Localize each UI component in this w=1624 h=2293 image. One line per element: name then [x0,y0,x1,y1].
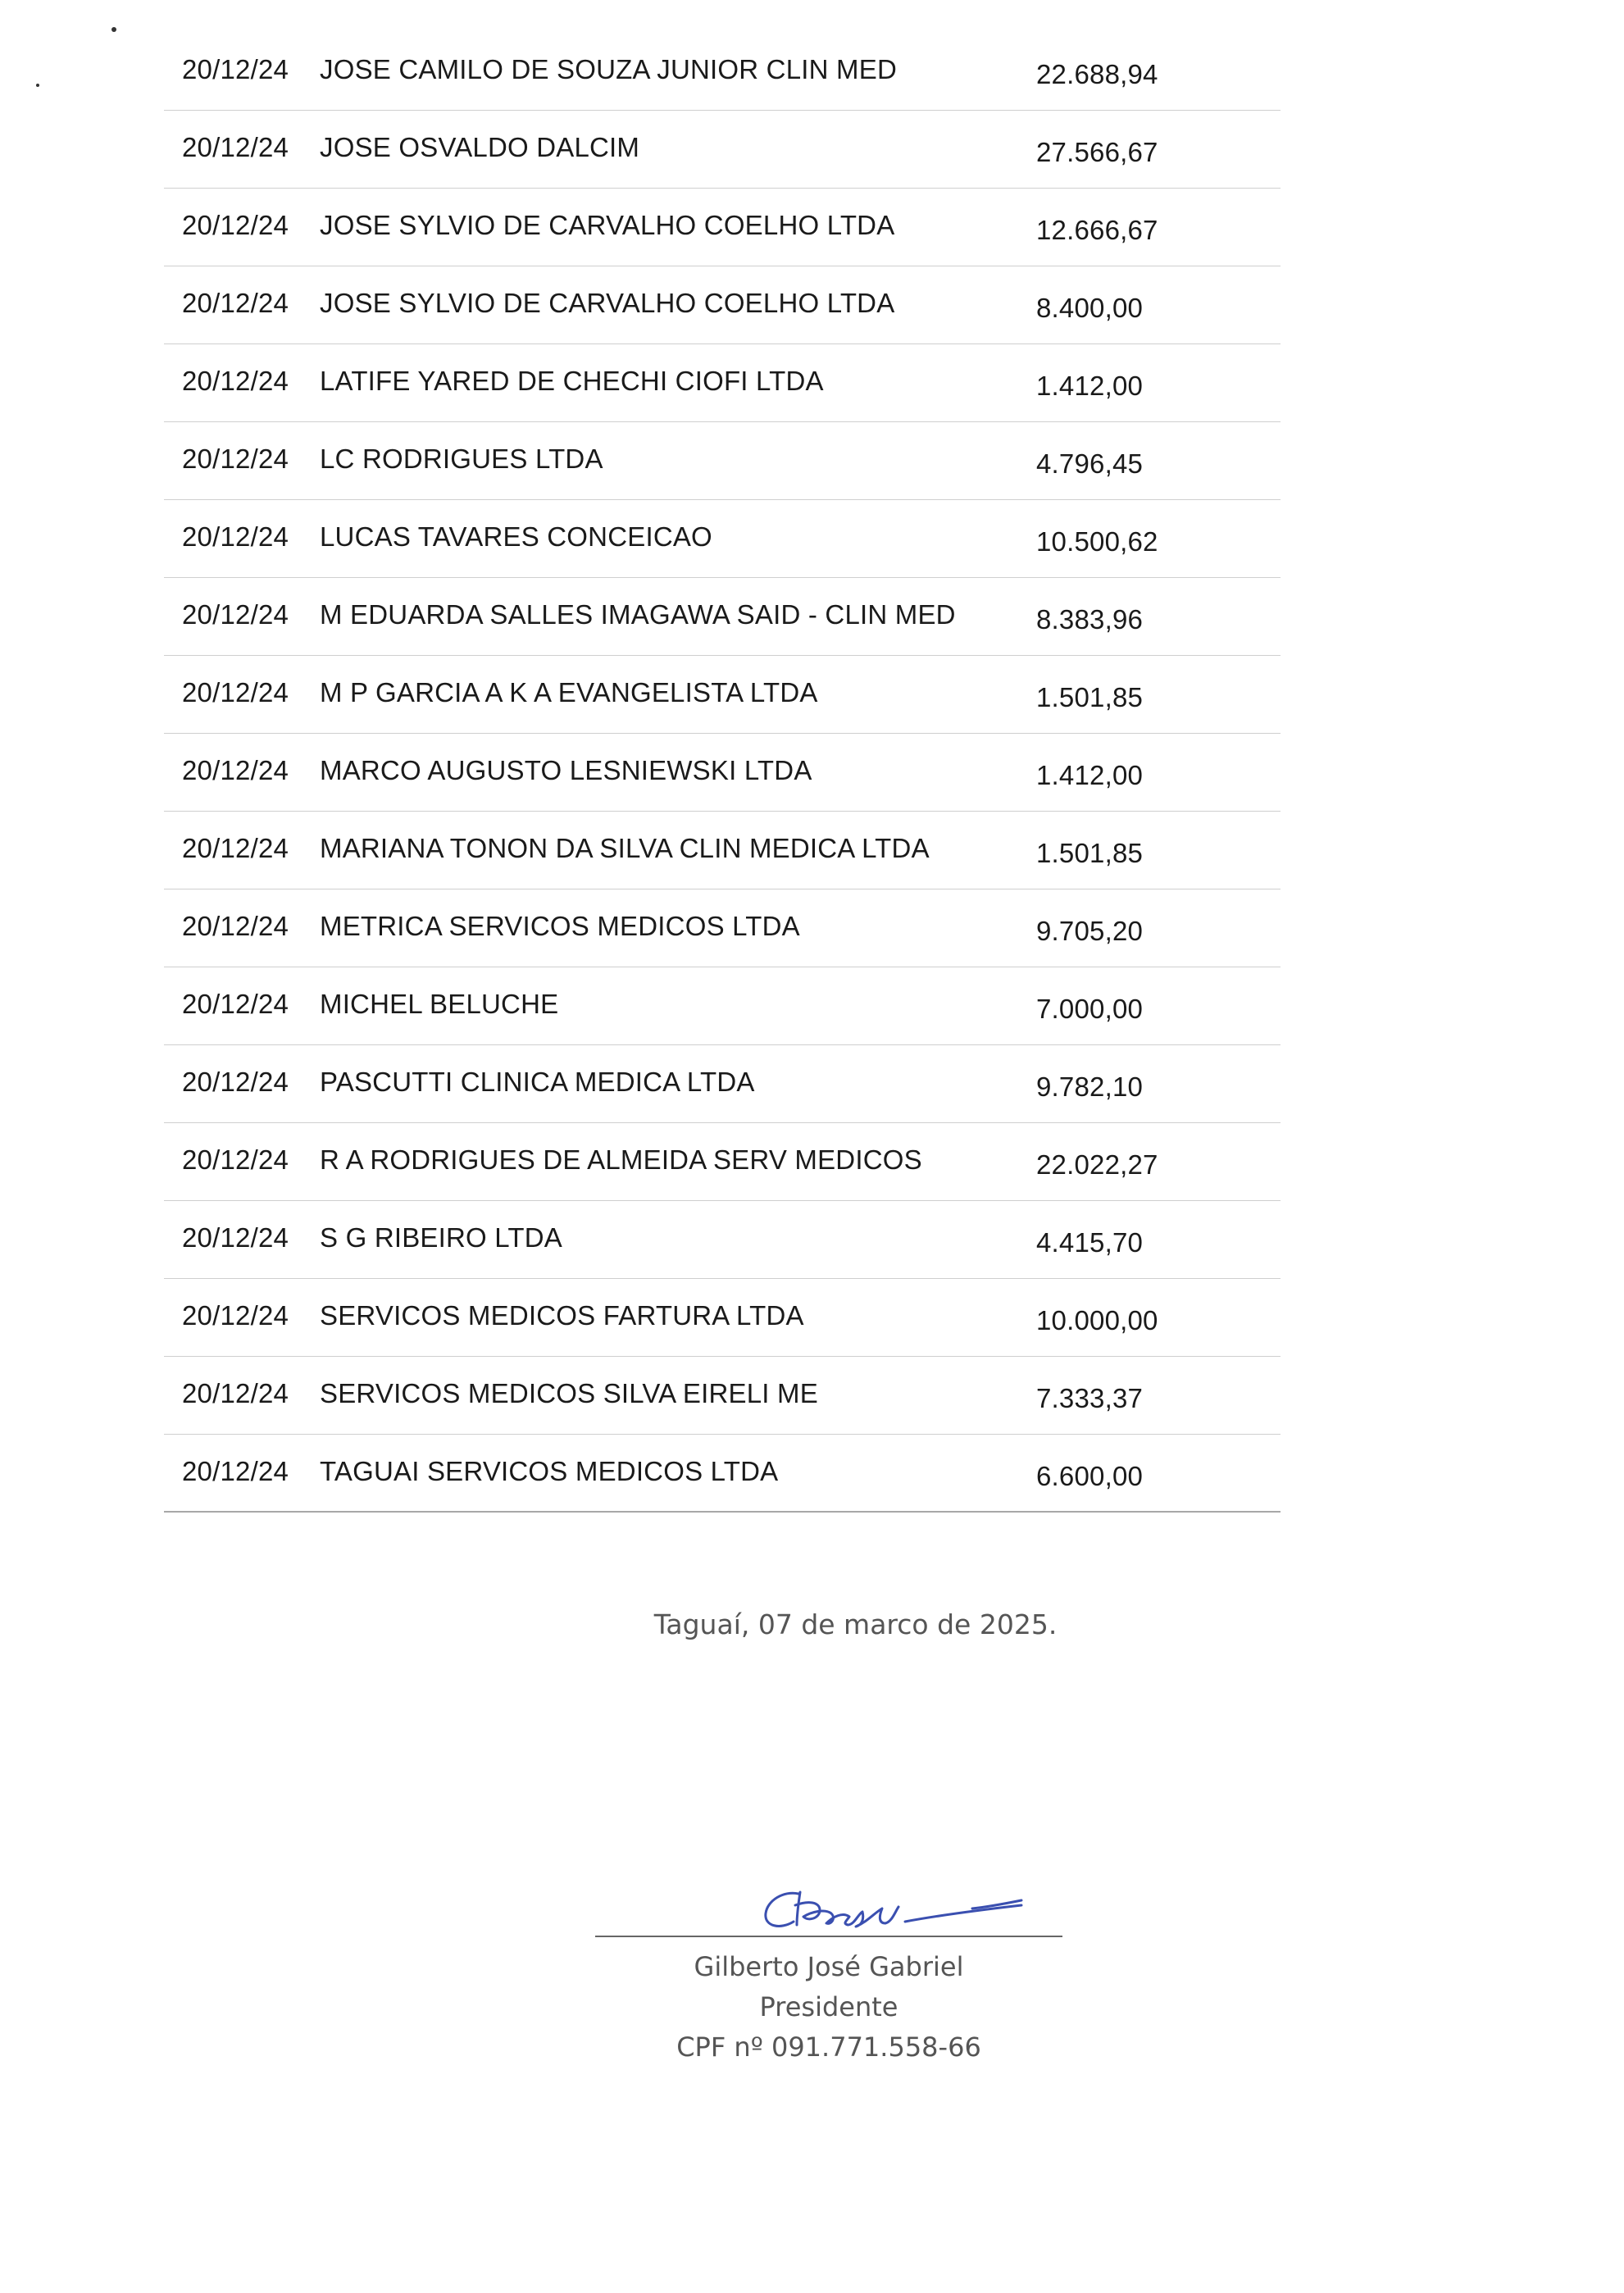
amount-cell: 7.333,37 [1036,1383,1144,1413]
place-date: Taguaí, 07 de marco de 2025. [653,1608,1058,1640]
amount-cell: 9.782,10 [1036,1071,1144,1102]
table-row [164,889,1281,967]
table-row [164,1045,1281,1123]
name-cell: R A RODRIGUES DE ALMEIDA SERV MEDICOS [320,1144,922,1175]
table-row [164,734,1281,812]
date-cell: 20/12/24 [182,521,289,552]
signer-role: Presidente [759,1991,898,2022]
amount-cell: 8.383,96 [1036,604,1144,635]
date-cell: 20/12/24 [182,677,289,707]
table-row [164,1435,1281,1513]
amount-cell: 22.688,94 [1036,59,1158,89]
date-cell: 20/12/24 [182,288,289,318]
name-cell: LC RODRIGUES LTDA [320,444,603,474]
date-cell: 20/12/24 [182,1378,289,1408]
name-cell: SERVICOS MEDICOS FARTURA LTDA [320,1300,804,1331]
name-cell: M P GARCIA A K A EVANGELISTA LTDA [320,677,818,707]
date-cell: 20/12/24 [182,755,289,785]
table-row [164,266,1281,344]
table-row [164,422,1281,500]
table-row [164,500,1281,578]
amount-cell: 4.796,45 [1036,448,1144,479]
amount-cell: 27.566,67 [1036,137,1158,167]
name-cell: MICHEL BELUCHE [320,989,559,1019]
date-cell: 20/12/24 [182,54,289,84]
table-row [164,33,1281,111]
table-row [164,1123,1281,1201]
name-cell: S G RIBEIRO LTDA [320,1222,562,1253]
scan-speck [111,27,116,32]
name-cell: JOSE OSVALDO DALCIM [320,132,640,162]
date-cell: 20/12/24 [182,366,289,396]
amount-cell: 22.022,27 [1036,1149,1158,1180]
name-cell: SERVICOS MEDICOS SILVA EIRELI ME [320,1378,818,1408]
table-row [164,1279,1281,1357]
name-cell: METRICA SERVICOS MEDICOS LTDA [320,911,800,941]
name-cell: JOSE SYLVIO DE CARVALHO COELHO LTDA [320,210,895,240]
amount-cell: 1.501,85 [1036,682,1144,712]
scan-speck [36,84,39,87]
date-cell: 20/12/24 [182,989,289,1019]
table-row [164,967,1281,1045]
signer-name: Gilberto José Gabriel [694,1951,964,1982]
name-cell: JOSE SYLVIO DE CARVALHO COELHO LTDA [320,288,895,318]
amount-cell: 1.412,00 [1036,760,1144,790]
date-cell: 20/12/24 [182,132,289,162]
amount-cell: 12.666,67 [1036,215,1158,245]
date-cell: 20/12/24 [182,911,289,941]
amount-cell: 10.500,62 [1036,526,1158,557]
amount-cell: 1.501,85 [1036,838,1144,868]
signature-line [595,1936,1062,1937]
date-cell: 20/12/24 [182,1300,289,1331]
date-cell: 20/12/24 [182,1067,289,1097]
name-cell: MARIANA TONON DA SILVA CLIN MEDICA LTDA [320,833,930,863]
table-row [164,344,1281,422]
signer-cpf: CPF nº 091.771.558-66 [676,2031,981,2063]
table-row [164,812,1281,889]
name-cell: LATIFE YARED DE CHECHI CIOFI LTDA [320,366,824,396]
date-cell: 20/12/24 [182,210,289,240]
name-cell: PASCUTTI CLINICA MEDICA LTDA [320,1067,755,1097]
table-row [164,578,1281,656]
table-row [164,111,1281,189]
amount-cell: 9.705,20 [1036,916,1144,946]
table-row [164,1357,1281,1435]
date-cell: 20/12/24 [182,1144,289,1175]
amount-cell: 10.000,00 [1036,1305,1158,1335]
amount-cell: 6.600,00 [1036,1461,1144,1491]
name-cell: TAGUAI SERVICOS MEDICOS LTDA [320,1456,779,1486]
handwritten-signature [751,1876,1030,1941]
name-cell: MARCO AUGUSTO LESNIEWSKI LTDA [320,755,812,785]
name-cell: JOSE CAMILO DE SOUZA JUNIOR CLIN MED [320,54,897,84]
name-cell: M EDUARDA SALLES IMAGAWA SAID - CLIN MED [320,599,956,630]
date-cell: 20/12/24 [182,1222,289,1253]
amount-cell: 1.412,00 [1036,371,1144,401]
table-row [164,189,1281,266]
date-cell: 20/12/24 [182,599,289,630]
name-cell: LUCAS TAVARES CONCEICAO [320,521,712,552]
date-cell: 20/12/24 [182,833,289,863]
table-row [164,656,1281,734]
table-row [164,1201,1281,1279]
date-cell: 20/12/24 [182,444,289,474]
amount-cell: 4.415,70 [1036,1227,1144,1258]
payment-table [164,33,1281,1513]
amount-cell: 7.000,00 [1036,994,1144,1024]
amount-cell: 8.400,00 [1036,293,1144,323]
date-cell: 20/12/24 [182,1456,289,1486]
